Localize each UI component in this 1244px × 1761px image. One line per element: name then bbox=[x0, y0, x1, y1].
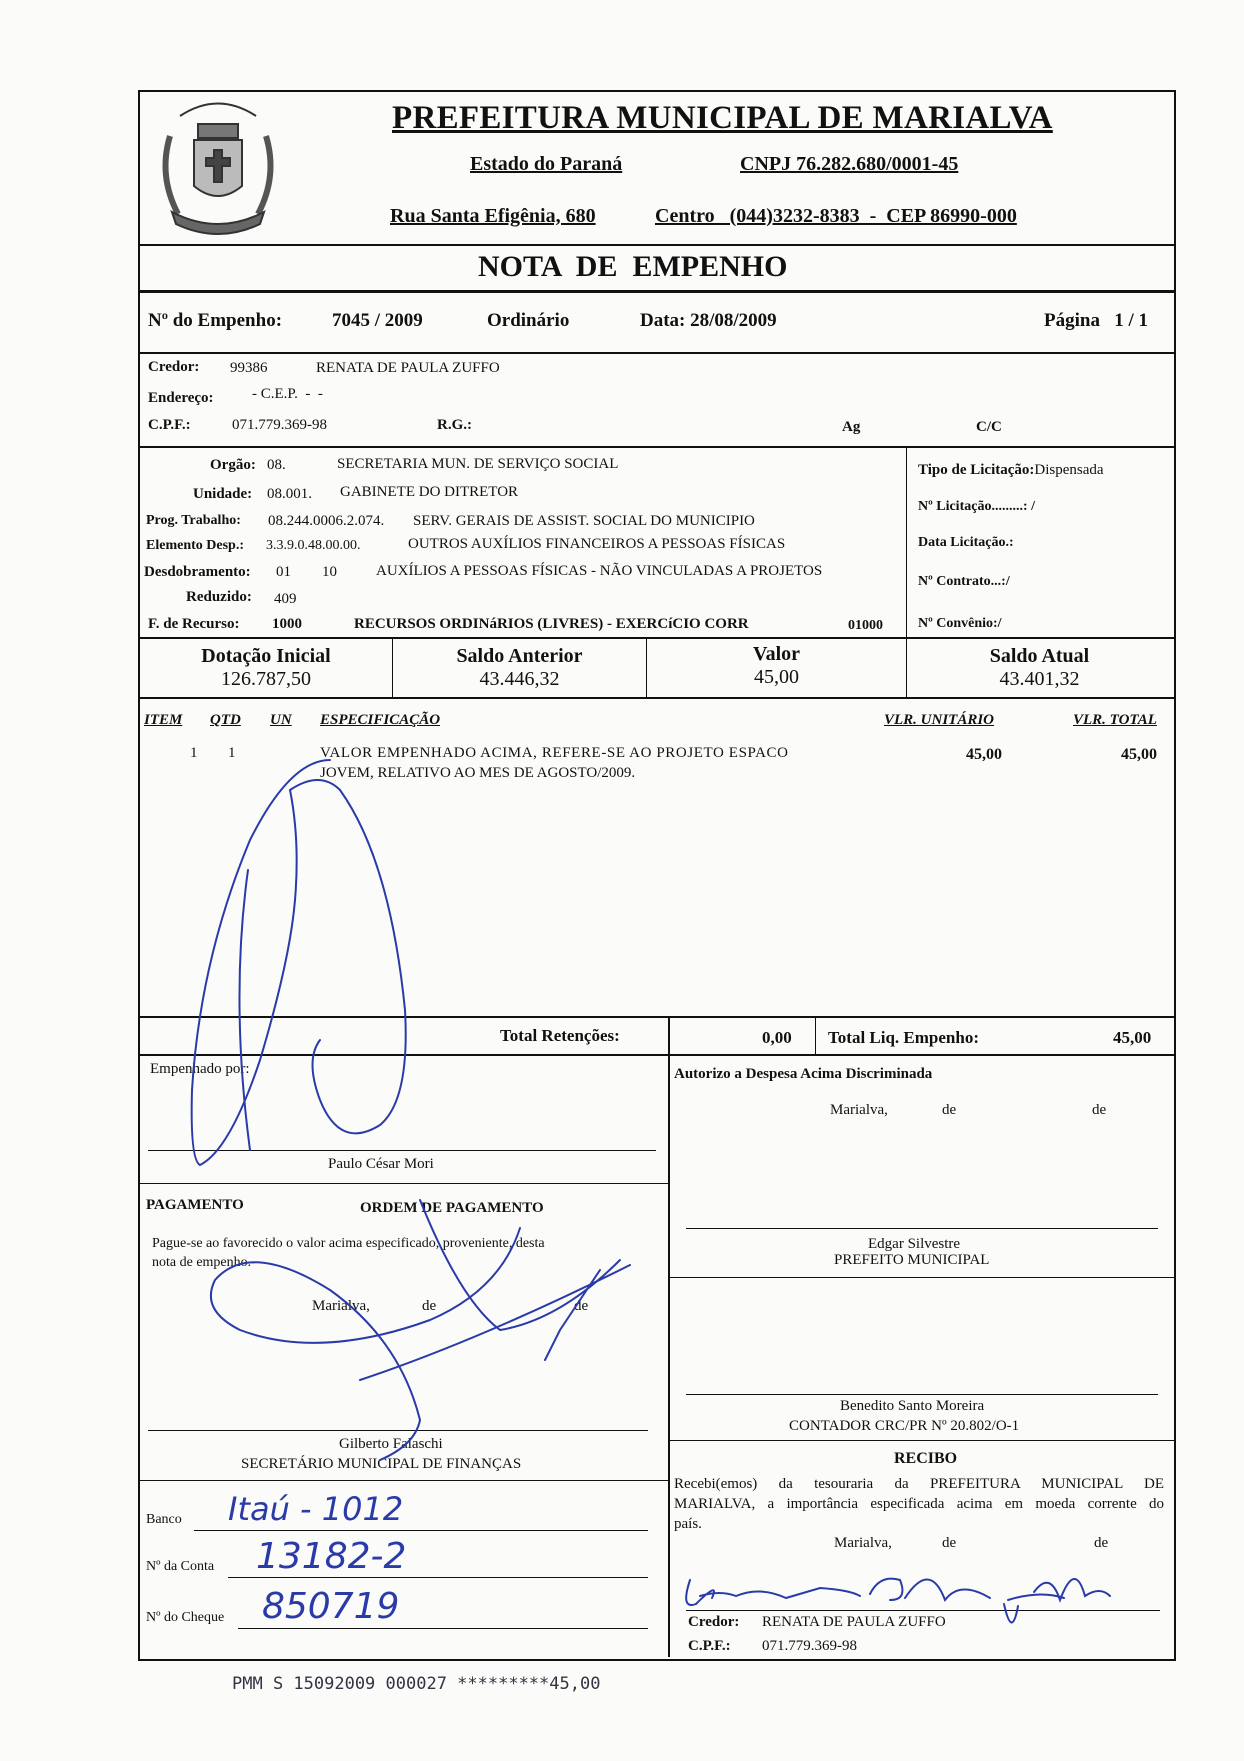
ordem-pagamento-label: ORDEM DE PAGAMENTO bbox=[360, 1200, 544, 1216]
secretario-name: Gilberto Falaschi bbox=[339, 1436, 443, 1452]
orgao-label: Orgão: bbox=[210, 457, 256, 473]
balance-value: 45,00 bbox=[754, 666, 799, 688]
orgao-name: SECRETARIA MUN. DE SERVIÇO SOCIAL bbox=[337, 456, 619, 472]
prefeito-name: Edgar Silvestre bbox=[868, 1236, 961, 1252]
numero-licitacao: Nº Licitação.........: / bbox=[918, 499, 1035, 514]
item-number: 1 bbox=[190, 745, 198, 761]
divider bbox=[668, 1016, 670, 1657]
item-total-value: 45,00 bbox=[1121, 746, 1157, 763]
divider bbox=[138, 1183, 668, 1184]
recibo-de1: de bbox=[942, 1535, 957, 1551]
banco-label: Banco bbox=[146, 1512, 182, 1527]
cpf-label: C.P.F.: bbox=[148, 417, 191, 433]
divider bbox=[138, 446, 1174, 448]
conta-handwritten: 13182-2 bbox=[256, 1536, 407, 1577]
signature-line bbox=[686, 1610, 1160, 1611]
balance-saldo-anterior bbox=[393, 645, 646, 691]
address-label: Rua Santa Efigênia, 680 bbox=[390, 205, 596, 227]
pague-de1: de bbox=[422, 1298, 437, 1314]
footer-stamp: PMM S 15092009 000027 *********45,00 bbox=[232, 1674, 601, 1694]
empenho-type: Ordinário bbox=[487, 310, 570, 331]
desd-label: Desdobramento: bbox=[144, 564, 251, 580]
endereco-value: - C.E.P. - - bbox=[252, 386, 323, 402]
empenhado-por-label: Empenhado por: bbox=[150, 1061, 250, 1077]
cpf-value: 071.779.369-98 bbox=[232, 417, 327, 433]
recibo-credor-name: RENATA DE PAULA ZUFFO bbox=[762, 1614, 946, 1630]
pague-line2: nota de empenho. bbox=[152, 1255, 252, 1270]
empenho-date: Data: 28/08/2009 bbox=[640, 310, 777, 331]
balance-value: 43.446,32 bbox=[479, 668, 560, 690]
divider bbox=[138, 1016, 1174, 1018]
desd-name: AUXÍLIOS A PESSOAS FÍSICAS - NÃO VINCULADAS A PROJETOS bbox=[376, 563, 823, 579]
recibo-cpf-value: 071.779.369-98 bbox=[762, 1638, 857, 1654]
state-label: Estado do Paraná bbox=[470, 153, 623, 175]
unidade-label: Unidade: bbox=[193, 486, 253, 502]
recibo-marialva: Marialva, bbox=[834, 1535, 892, 1551]
pague-line1: Pague-se ao favorecido o valor acima especificado, proveniente, desta bbox=[152, 1236, 545, 1251]
divider bbox=[906, 446, 907, 637]
divider bbox=[138, 352, 1174, 354]
tipo-licitacao-value: Dispensada bbox=[1034, 462, 1104, 478]
autorizo-label: Autorizo a Despesa Acima Discriminada bbox=[674, 1066, 933, 1082]
col-qtd: QTD bbox=[210, 712, 241, 728]
cheque-label: Nº do Cheque bbox=[146, 1610, 225, 1625]
retencoes-value: 0,00 bbox=[762, 1028, 792, 1047]
divider bbox=[668, 1440, 1174, 1441]
pague-marialva: Marialva, bbox=[312, 1298, 370, 1314]
balance-value: 43.401,32 bbox=[999, 668, 1080, 690]
document-title: NOTA DE EMPENHO bbox=[478, 250, 788, 283]
data-licitacao: Data Licitação.: bbox=[918, 535, 1014, 550]
prog-code: 08.244.0006.2.074. bbox=[268, 513, 385, 529]
divider bbox=[138, 290, 1174, 293]
recurso-code2: 01000 bbox=[848, 618, 883, 633]
divider bbox=[138, 1480, 668, 1481]
col-spec: ESPECIFICAÇÃO bbox=[320, 712, 441, 728]
desd-code2: 10 bbox=[322, 564, 337, 580]
page-number: Página 1 / 1 bbox=[1044, 310, 1148, 331]
divider bbox=[138, 1054, 1174, 1056]
col-unit: VLR. UNITÁRIO bbox=[884, 712, 995, 728]
empenho-label: Nº do Empenho: bbox=[148, 310, 283, 331]
balance-dotacao bbox=[140, 645, 392, 691]
recurso-label: F. de Recurso: bbox=[148, 616, 240, 632]
recurso-name: RECURSOS ORDINáRIOS (LIVRES) - EXERCíCIO CORR bbox=[354, 616, 749, 632]
conta-label: Nº da Conta bbox=[146, 1559, 215, 1574]
divider bbox=[138, 637, 1174, 639]
banco-handwritten: Itaú - 1012 bbox=[228, 1490, 404, 1528]
endereco-label: Endereço: bbox=[148, 390, 214, 406]
numero-contrato: Nº Contrato...:/ bbox=[918, 574, 1010, 589]
liquido-value: 45,00 bbox=[1113, 1028, 1152, 1047]
cheque-line bbox=[238, 1628, 648, 1629]
recibo-credor-label: Credor: bbox=[688, 1614, 740, 1630]
reduzido-value: 409 bbox=[274, 591, 297, 607]
recibo-text-line2: MARIALVA, a importância especificada acima em moeda corrente do bbox=[674, 1496, 1164, 1512]
signature-line bbox=[148, 1430, 648, 1431]
contact-label: Centro (044)3232-8383 - CEP 86990-000 bbox=[655, 205, 1017, 227]
rg-label: R.G.: bbox=[437, 417, 472, 433]
unidade-code: 08.001. bbox=[267, 486, 312, 502]
recibo-cpf-label: C.P.F.: bbox=[688, 1638, 731, 1654]
reduzido-label: Reduzido: bbox=[186, 589, 252, 605]
divider bbox=[138, 697, 1174, 699]
account-label: C/C bbox=[976, 419, 1002, 435]
orgao-code: 08. bbox=[267, 457, 286, 473]
signature-line bbox=[686, 1394, 1158, 1395]
balance-valor bbox=[647, 643, 906, 689]
signature-line bbox=[686, 1228, 1158, 1229]
balance-label: Valor bbox=[752, 643, 801, 665]
item-spec-line2: JOVEM, RELATIVO AO MES DE AGOSTO/2009. bbox=[320, 765, 636, 781]
tipo-licitacao-label: Tipo de Licitação: bbox=[918, 462, 1035, 478]
numero-convenio: Nº Convênio:/ bbox=[918, 616, 1002, 631]
unidade-name: GABINETE DO DITRETOR bbox=[340, 484, 519, 500]
col-total: VLR. TOTAL bbox=[1073, 712, 1157, 728]
empenhado-name: Paulo César Mori bbox=[328, 1156, 434, 1172]
pagamento-label: PAGAMENTO bbox=[146, 1197, 244, 1213]
pague-de2: de bbox=[574, 1298, 589, 1314]
balance-value: 126.787,50 bbox=[221, 668, 311, 690]
cheque-handwritten: 850719 bbox=[262, 1586, 400, 1627]
recibo-title: RECIBO bbox=[894, 1450, 958, 1467]
recibo-de2: de bbox=[1094, 1535, 1109, 1551]
cnpj-label: CNPJ 76.282.680/0001-45 bbox=[740, 153, 959, 175]
secretario-title: SECRETÁRIO MUNICIPAL DE FINANÇAS bbox=[241, 1456, 522, 1472]
empenho-number: 7045 / 2009 bbox=[332, 310, 423, 331]
credor-label: Credor: bbox=[148, 359, 200, 375]
elem-name: OUTROS AUXÍLIOS FINANCEIROS A PESSOAS FÍSICAS bbox=[408, 536, 786, 552]
agency-label: Ag bbox=[842, 419, 861, 435]
divider bbox=[138, 244, 1174, 246]
credor-code: 99386 bbox=[230, 360, 268, 376]
banco-line bbox=[194, 1530, 648, 1531]
liquido-label: Total Liq. Empenho: bbox=[828, 1028, 979, 1047]
recurso-code: 1000 bbox=[272, 616, 302, 632]
desd-code1: 01 bbox=[276, 564, 291, 580]
retencoes-label: Total Retenções: bbox=[500, 1026, 620, 1045]
autorizo-de1: de bbox=[942, 1102, 957, 1118]
contador-name: Benedito Santo Moreira bbox=[840, 1398, 985, 1414]
divider bbox=[815, 1016, 816, 1054]
balance-label: Saldo Atual bbox=[989, 645, 1090, 667]
recibo-text-line1: Recebi(emos) da tesouraria da PREFEITURA MUNICIPAL DE bbox=[674, 1476, 1164, 1492]
contador-title: CONTADOR CRC/PR Nº 20.802/O-1 bbox=[789, 1418, 1020, 1434]
autorizo-marialva: Marialva, bbox=[830, 1102, 888, 1118]
item-unit-value: 45,00 bbox=[966, 746, 1002, 763]
balance-saldo-atual bbox=[907, 645, 1172, 691]
tipo-licitacao bbox=[918, 462, 1104, 479]
col-item: ITEM bbox=[144, 712, 183, 728]
item-qtd: 1 bbox=[228, 745, 236, 761]
page-title: PREFEITURA MUNICIPAL DE MARIALVA bbox=[392, 100, 1053, 136]
elem-label: Elemento Desp.: bbox=[146, 538, 244, 553]
conta-line bbox=[228, 1577, 648, 1578]
item-spec-line1: VALOR EMPENHADO ACIMA, REFERE-SE AO PROJETO ESPACO bbox=[320, 745, 789, 761]
col-un: UN bbox=[270, 712, 292, 728]
prog-name: SERV. GERAIS DE ASSIST. SOCIAL DO MUNICIPIO bbox=[413, 513, 755, 529]
elem-code: 3.3.9.0.48.00.00. bbox=[266, 538, 361, 553]
prefeito-title: PREFEITO MUNICIPAL bbox=[834, 1252, 990, 1268]
balance-label: Saldo Anterior bbox=[456, 645, 583, 667]
autorizo-de2: de bbox=[1092, 1102, 1107, 1118]
divider bbox=[668, 1277, 1174, 1278]
prog-label: Prog. Trabalho: bbox=[146, 513, 241, 528]
balance-label: Dotação Inicial bbox=[201, 645, 331, 667]
credor-name: RENATA DE PAULA ZUFFO bbox=[316, 360, 500, 376]
recibo-text-line3: país. bbox=[674, 1516, 702, 1532]
signature-line bbox=[148, 1150, 656, 1151]
municipal-coat-of-arms-icon bbox=[150, 96, 286, 242]
